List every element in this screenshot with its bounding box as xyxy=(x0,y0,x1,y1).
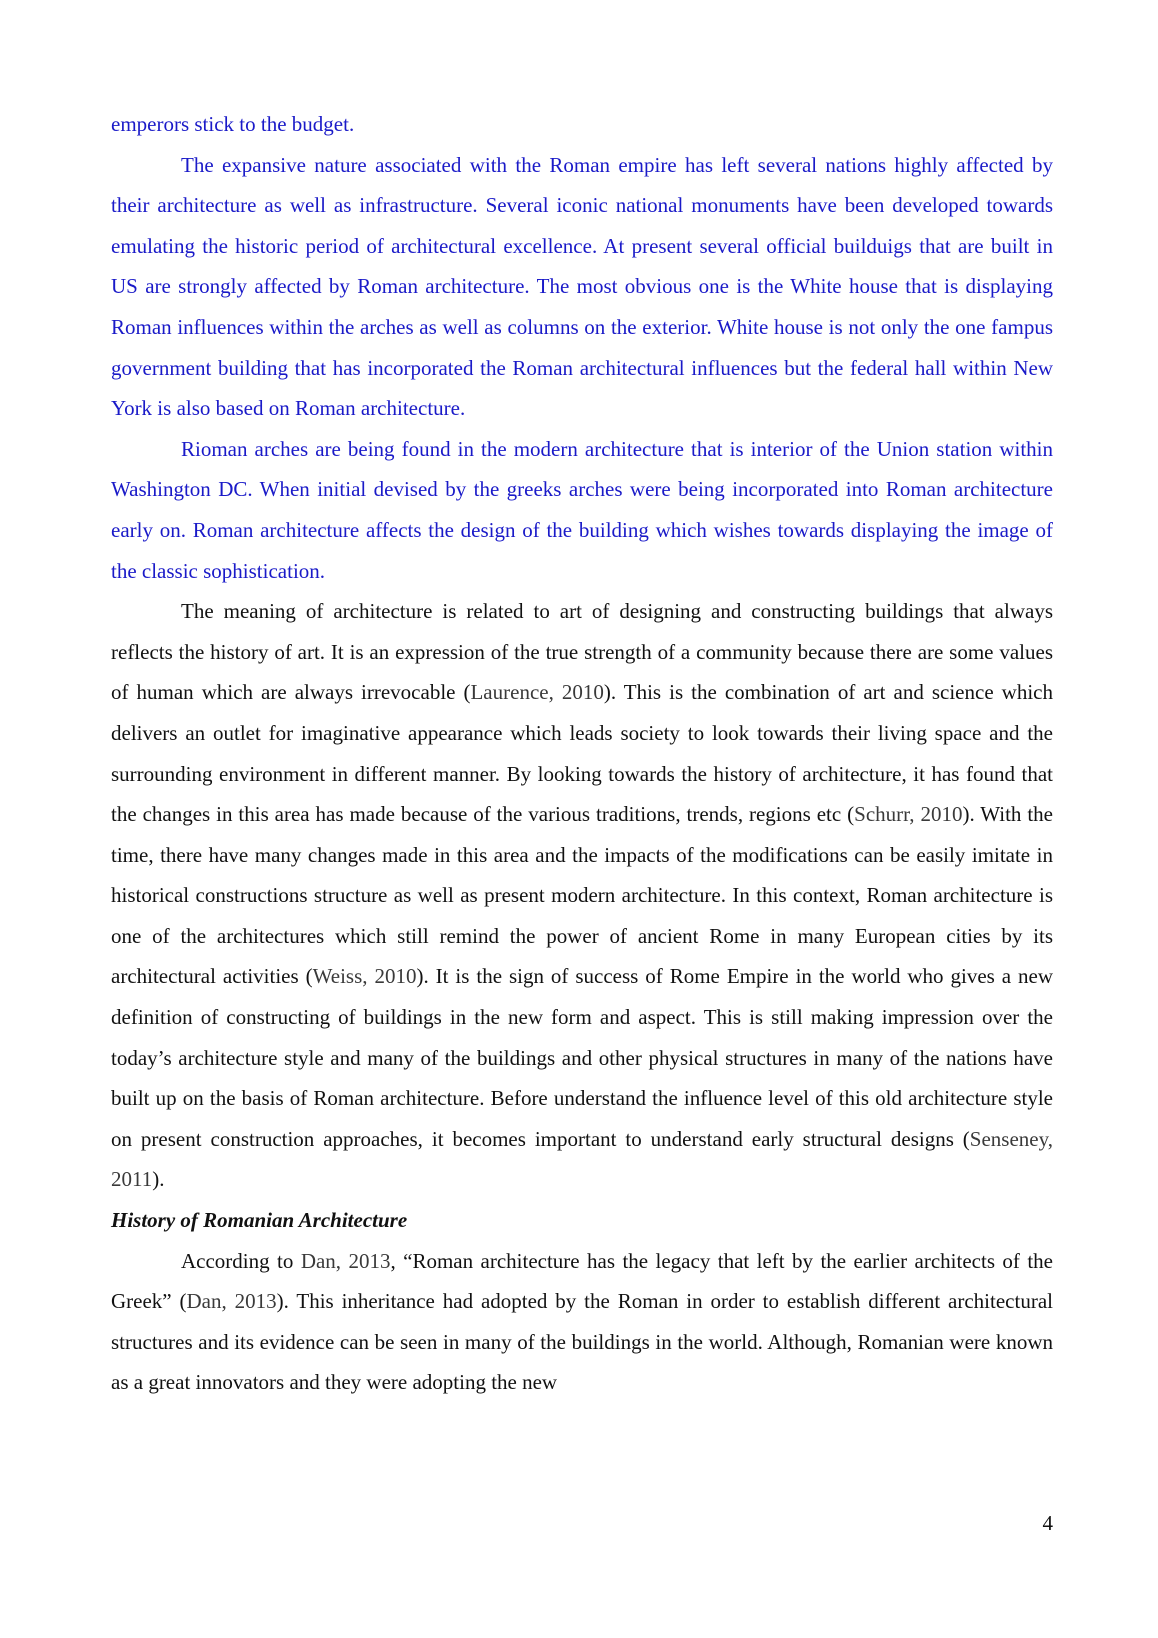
citation: Laurence, 2010 xyxy=(470,680,604,705)
citation: Dan, 2013 xyxy=(300,1248,391,1273)
text-run: ). This inheritance had adopted by the Roman in order to establish different architectural structures and its evidence can be seen in many of the buildings in the world. Although, Romanian were known as a great innovators and they were adopting the new xyxy=(111,1289,1053,1395)
text-run: ). This is the combination of art and science which delivers an outlet for imaginative appearance which leads society to look towards their living space and the surrounding environment in different manner. By looking towards the history of architecture, it has found that the changes in this area has made because of the various traditions, trends, regions etc ( xyxy=(111,680,1053,827)
paragraph-roman-influence: The expansive nature associated with the Roman empire has left several nations highly affected by their architecture as well as infrastructure. Several iconic national monuments have been developed towards emulating the historic period of architectural excellence. At present several official builduigs that are built in US are strongly affected by Roman architecture. The most obvious one is the White house that is displaying Roman influences within the arches as well as columns on the exterior. White house is not only the one fampus government building that has incorporated the Roman architectural influences but the federal hall within New York is also based on Roman architecture. xyxy=(111,152,1053,421)
text-run: ). xyxy=(152,1167,165,1192)
paragraph-meaning-of-architecture xyxy=(111,591,1053,1200)
citation: Schurr, 2010 xyxy=(854,802,963,827)
paragraph-roman-arches: Rioman arches are being found in the modern architecture that is interior of the Union station within Washington DC. When initial devised by the greeks arches were being incorporated into Roman architecture early on. Roman architecture affects the design of the building which wishes towards displaying the image of the classic sophistication. xyxy=(111,436,1053,583)
text-run: According to xyxy=(181,1248,301,1273)
text-run: The meaning of architecture is related to art of designing and constructing buildings that always reflects the history of art. It is an expression of the true strength of a community because there are some values of human which are always irrevocable ( xyxy=(111,599,1053,705)
document-page xyxy=(111,104,1053,1403)
citation: Weiss, 2010 xyxy=(312,964,417,989)
page-number: 4 xyxy=(1042,1511,1053,1535)
text-run: , “Roman architecture has the legacy that left by the earlier architects of the Greek” ( xyxy=(111,1248,1053,1314)
text-run: ). It is the sign of success of Rome Empire in the world who gives a new definition of constructing of buildings in the new form and aspect. This is still making impression over the today’s architecture style and many of the buildings and other physical structures in many of the nations have built up on the basis of Roman architecture. Before understand the influence level of this old architecture style on present construction approaches, it becomes important to understand early structural designs ( xyxy=(111,964,1054,1151)
text-run: ). With the time, there have many changes made in this area and the impacts of the modifications can be easily imitate in historical constructions structure as well as present modern architecture. In this context, Roman architecture is one of the architectures which still remind the power of ancient Rome in many European cities by its architectural activities ( xyxy=(111,802,1053,989)
citation: Dan, 2013 xyxy=(186,1289,277,1314)
citation: Senseney, 2011 xyxy=(111,1126,1053,1192)
section-heading: History of Romanian Architecture xyxy=(111,1208,408,1233)
paragraph-continuation: emperors stick to the budget. xyxy=(111,112,355,136)
paragraph-history xyxy=(111,1241,1053,1403)
